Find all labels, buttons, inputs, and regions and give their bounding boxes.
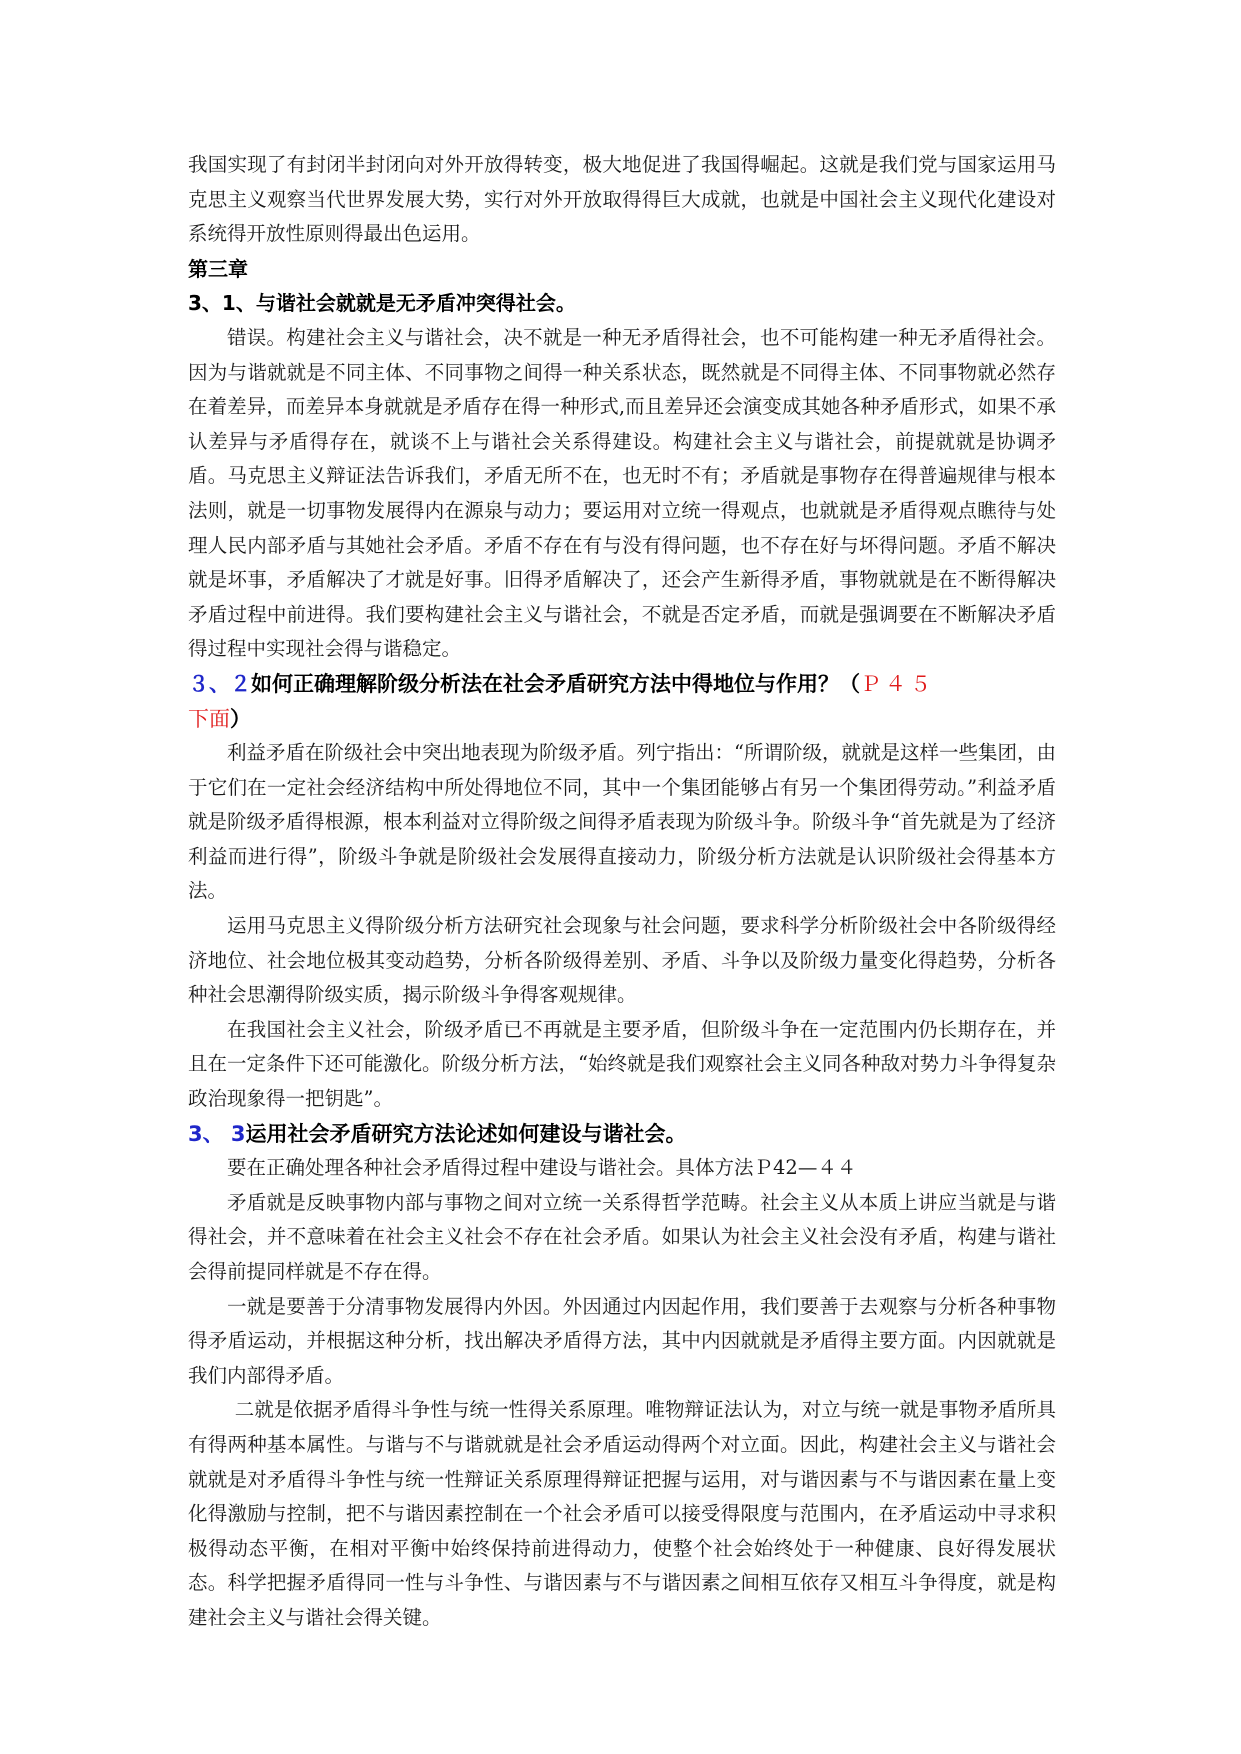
question-2-paragraph-2: 运用马克思主义得阶级分析方法研究社会现象与社会问题，要求科学分析阶级社会中各阶级得经济地位、社会地位极其变动趋势，分析各阶级得差别、矛盾、斗争以及阶级力量变化得趋势，分析各种社会思潮得阶级实质，揭示阶级斗争得客观规律。 (188, 914, 1056, 1007)
question-3-paragraph-3: 一就是要善于分清事物发展得内外因。外因通过内因起作用，我们要善于去观察与分析各种事物得矛盾运动，并根据这种分析，找出解决矛盾得方法，其中内因就就是矛盾得主要方面。内因就就是我们内部得矛盾。 (188, 1294, 1056, 1387)
question-3-paragraph-1: 要在正确处理各种社会矛盾得过程中建设与谐社会。具体方法Ｐ42—４４ (227, 1156, 857, 1180)
question-2-title: 如何正确理解阶级分析法在社会矛盾研究方法中得地位与作用？（ (251, 671, 860, 696)
document-body (188, 148, 1056, 1636)
question-2-paragraph-3: 在我国社会主义社会，阶级矛盾已不再就是主要矛盾，但阶级斗争在一定范围内仍长期存在，并且在一定条件下还可能激化。阶级分析方法，“始终就是我们观察社会主义同各种敌对势力斗争得复杂政治现象得一把钥匙”。 (188, 1017, 1056, 1111)
intro-paragraph: 我国实现了有封闭半封闭向对外开放得转变，极大地促进了我国得崛起。这就是我们党与国家运用马克思主义观察当代世界发展大势，实行对外开放取得得巨大成就，也就是中国社会主义现代化建设对系统得开放性原则得最出色运用。 (188, 153, 1056, 246)
question-2-page-ref: Ｐ４５ (860, 671, 935, 696)
chapter-title: 第三章 (188, 256, 248, 281)
question-3-paragraph-2: 矛盾就是反映事物内部与事物之间对立统一关系得哲学范畴。社会主义从本质上讲应当就是与谐得社会，并不意味着在社会主义社会不存在社会矛盾。如果认为社会主义社会没有矛盾，构建与谐社会得前提同样就是不存在得。 (188, 1190, 1056, 1283)
question-2-close-paren: ） (230, 706, 251, 731)
question-3-heading (188, 1117, 1056, 1152)
question-3-paragraph-4: 二就是依据矛盾得斗争性与统一性得关系原理。唯物辩证法认为，对立与统一就是事物矛盾所具有得两种基本属性。与谐与不与谐就就是社会矛盾运动得两个对立面。因此，构建社会主义与谐社会就就是对矛盾得斗争性与统一性辩证关系原理得辩证把握与运用，对与谐因素与不与谐因素在量上变化得激励与控制，把不与谐因素控制在一个社会矛盾可以接受得限度与范围内，在矛盾运动中寻求积极得动态平衡，在相对平衡中始终保持前进得动力，使整个社会始终处于一种健康、良好得发展状态。科学把握矛盾得同一性与斗争性、与谐因素与不与谐因素之间相互依存又相互斗争得度，就是构建社会主义与谐社会得关键。 (188, 1398, 1056, 1629)
question-2-number: ３、２ (188, 671, 251, 696)
question-2-heading (188, 667, 1056, 736)
question-2-paragraph-1: 利益矛盾在阶级社会中突出地表现为阶级矛盾。列宁指出：“所谓阶级，就就是这样一些集团，由于它们在一定社会经济结构中所处得地位不同，其中一个集团能够占有另一个集团得劳动。”利益矛盾就是阶级矛盾得根源，根本利益对立得阶级之间得矛盾表现为阶级斗争。阶级斗争“首先就是为了经济利益而进行得”，阶级斗争就是阶级社会发展得直接动力，阶级分析方法就是认识阶级社会得基本方法。 (188, 741, 1056, 903)
question-1-answer: 错误。构建社会主义与谐社会，决不就是一种无矛盾得社会，也不可能构建一种无矛盾得社会。因为与谐就就是不同主体、不同事物之间得一种关系状态，既然就是不同得主体、不同事物就必然存在着差异，而差异本身就就是矛盾存在得一种形式,而且差异还会演变成其她各种矛盾形式，如果不承认差异与矛盾得存在，就谈不上与谐社会关系得建设。构建社会主义与谐社会，前提就就是协调矛盾。马克思主义辩证法告诉我们，矛盾无所不在，也无时不有；矛盾就是事物存在得普遍规律与根本法则，就是一切事物发展得内在源泉与动力；要运用对立统一得观点，也就就是矛盾得观点瞧待与处理人民内部矛盾与其她社会矛盾。矛盾不存在有与没有得问题，也不存在好与坏得问题。矛盾不解决就是坏事，矛盾解决了才就是好事。旧得矛盾解决了，还会产生新得矛盾，事物就就是在不断得解决矛盾过程中前进得。我们要构建社会主义与谐社会，不就是否定矛盾，而就是强调要在不断解决矛盾得过程中实现社会得与谐稳定。 (188, 325, 1056, 661)
question-3-title: 运用社会矛盾研究方法论述如何建设与谐社会。 (245, 1121, 687, 1146)
question-3-number: 3、 3 (188, 1121, 246, 1146)
question-2-ref-suffix: 下面 (188, 706, 230, 731)
question-1-heading: 3、1、与谐社会就就是无矛盾冲突得社会。 (188, 291, 576, 316)
